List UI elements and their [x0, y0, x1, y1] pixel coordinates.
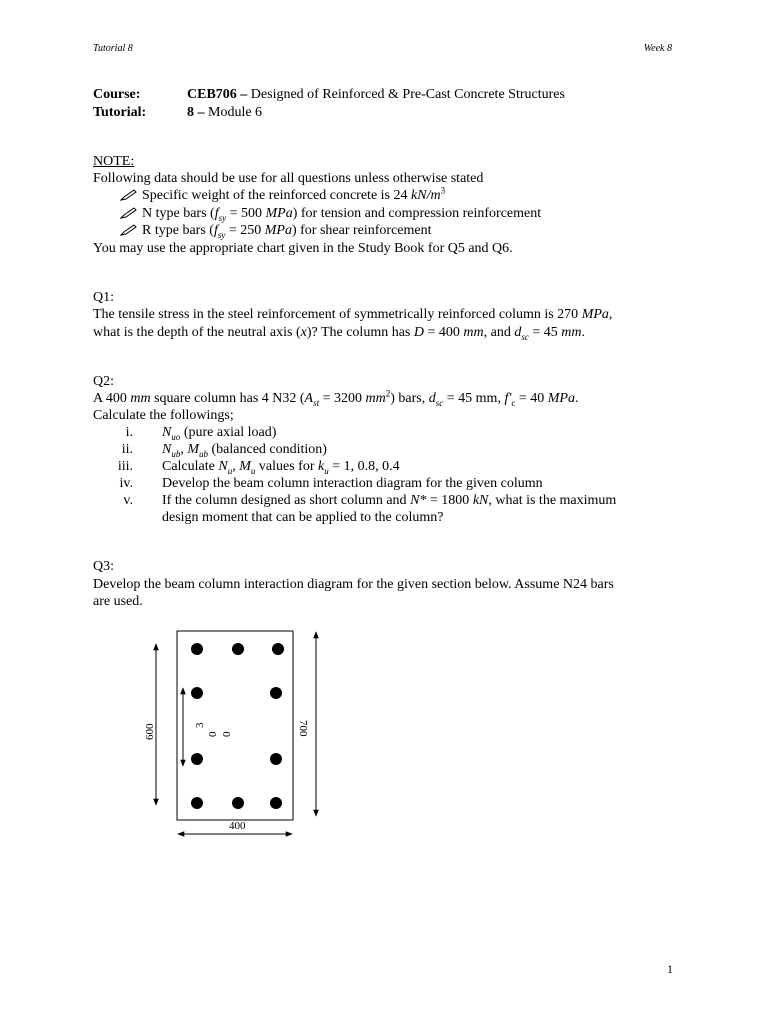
q3-label: Q3: [93, 559, 114, 574]
list-item: design moment that can be applied to the column? [162, 510, 444, 525]
rebar [232, 643, 244, 655]
rebar [270, 797, 282, 809]
note-intro: Following data should be use for all questions unless otherwise stated [93, 171, 484, 186]
q1-label: Q1: [93, 290, 114, 305]
list-item: ii. $N_{ub}$, $M_{ub}$ (balanced condition) [121, 442, 327, 459]
q3-line-1: Develop the beam column interaction diagram for the given section below. Assume N24 bars [93, 577, 614, 592]
note-bullet-3: R type bars ($f_{sy} = 250$ MPa) for shear reinforcement [120, 222, 432, 239]
note-heading: NOTE: [93, 154, 135, 169]
list-item: v. If the column designed as short column and N* = 1800 kN, what is the maximum [123, 493, 617, 508]
rebar [191, 797, 203, 809]
pencil-icon [120, 224, 138, 236]
header-right: Week 8 [643, 43, 672, 54]
dimension-300-digit: 0 [207, 731, 219, 737]
rebar [191, 643, 203, 655]
tutorial-line: 8 – Module 6 [187, 105, 263, 120]
q2-list [93, 424, 693, 526]
rebar [270, 753, 282, 765]
course-title: Designed of Reinforced & Pre-Cast Concrete Structures [250, 87, 565, 102]
course-code: CEB706 [187, 87, 237, 102]
list-item: iii. Calculate $N_u$, $M_u$ values for $k_u = 1$, 0.8, 0.4 [117, 459, 400, 476]
dimension-300-digit: 3 [194, 722, 206, 728]
rebar [270, 687, 282, 699]
q3-line-2: are used. [93, 594, 143, 609]
pencil-icon [120, 189, 138, 201]
dimension-300-digit: 0 [221, 731, 233, 737]
note-bullet-2: N type bars ($f_{sy} = 500$ MPa) for tension and compression reinforcement [120, 205, 541, 222]
note-outro: You may use the appropriate chart given in the Study Book for Q5 and Q6. [93, 241, 513, 256]
header-left: Tutorial 8 [93, 43, 133, 54]
rebar [232, 797, 244, 809]
list-item: iv. Develop the beam column interaction diagram for the given column [119, 476, 543, 491]
rebar [191, 687, 203, 699]
dimension-600-label: 600 [144, 723, 156, 740]
q1-line-1: The tensile stress in the steel reinforcement of symmetrically reinforced column is 270 MPa, [93, 307, 613, 322]
rebar [191, 753, 203, 765]
q2-line-2: Calculate the followings; [93, 408, 234, 423]
rebar [272, 643, 284, 655]
q2-label: Q2: [93, 374, 114, 389]
course-line: CEB706 – Designed of Reinforced & Pre-Cast Concrete Structures [187, 87, 565, 102]
page-number: 1 [667, 962, 673, 976]
dimension-400-label: 400 [229, 820, 246, 832]
q2-line-1: A 400 mm square column has 4 N32 ($A_{st} = 3200$ $mm^2$) bars, $d_{sc} = 45$ mm, $f'_c = 40$ MPa. [93, 388, 579, 408]
list-item: i. $N_{uo}$ (pure axial load) [125, 425, 277, 442]
tutorial-label: Tutorial: [93, 105, 147, 120]
pencil-icon [120, 207, 138, 219]
column-section-diagram [130, 620, 340, 840]
course-label: Course: [93, 87, 141, 102]
note-bullet-1: Specific weight of the reinforced concrete is 24 $kN/m^3$ [120, 187, 445, 204]
q1-line-2: what is the depth of the neutral axis (x)? The column has D = 400 mm, and $d_{sc} = 45$ mm. [93, 325, 585, 342]
dimension-700-label: 700 [297, 720, 309, 737]
